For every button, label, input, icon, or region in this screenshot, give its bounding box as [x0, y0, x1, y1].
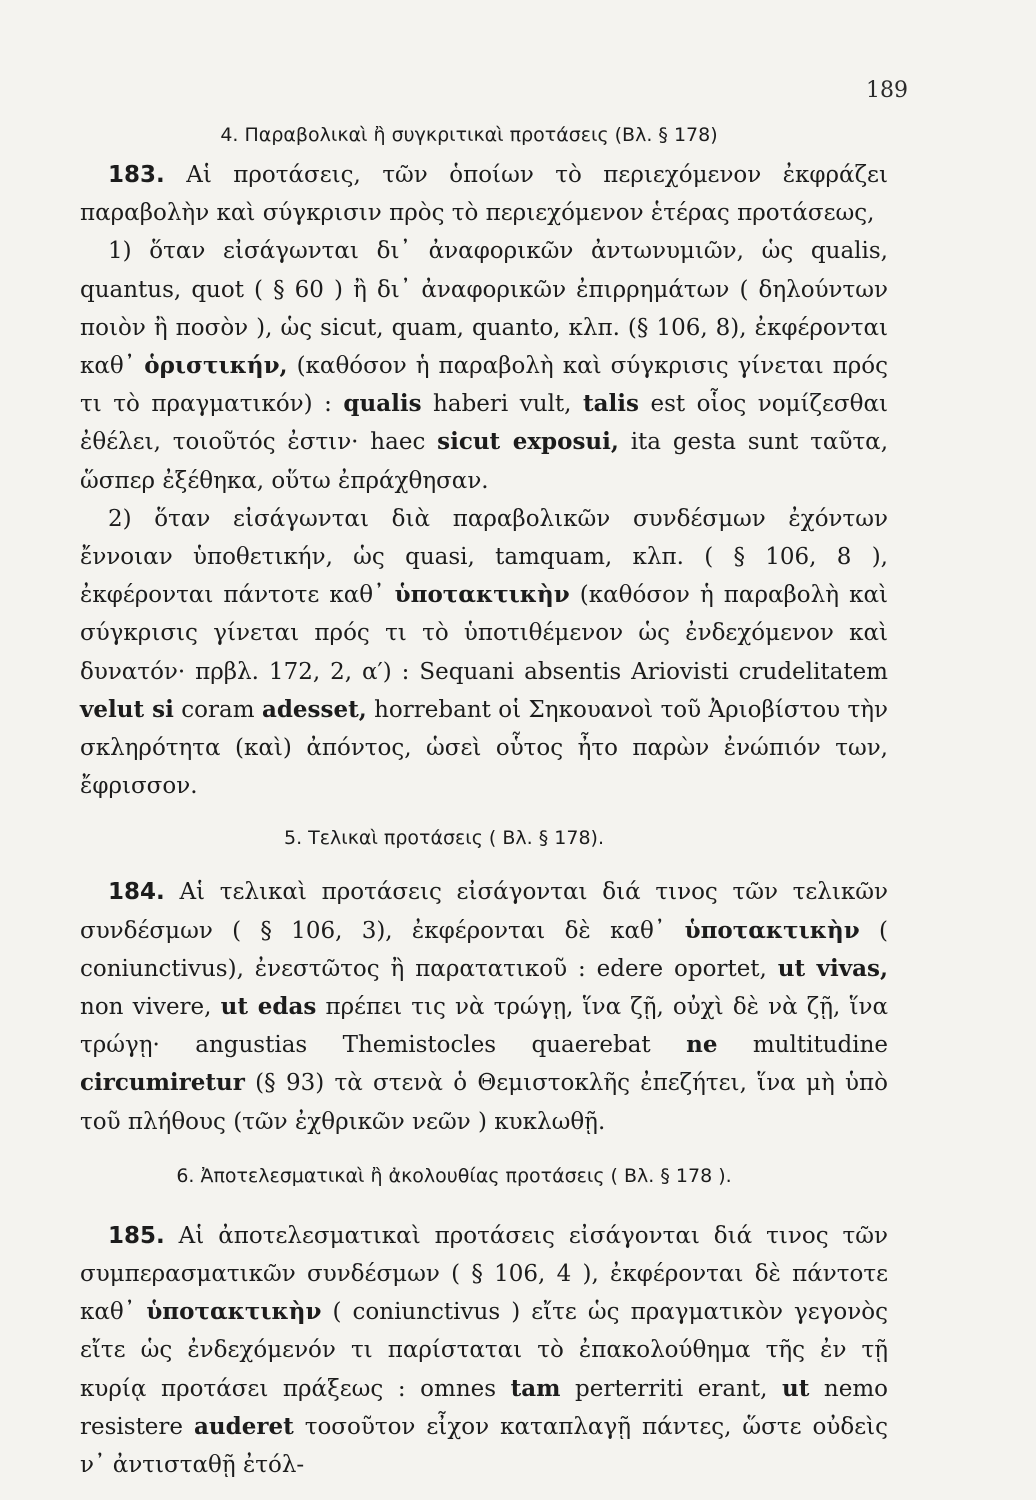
paragraph-183-case-1: [80, 232, 888, 499]
bold-term: velut si: [80, 695, 174, 723]
text-run: est οἷος νομίζεσθαι ἐθέλει, τοιοῦτός ἐστιν· haec: [80, 391, 888, 456]
text-run: πρέπει τις νὰ τρώγῃ, ἵνα ζῇ, οὐχὶ δὲ νὰ ζῇ, ἵνα τρώγῃ· angustias Themistocles quaerebat: [80, 994, 889, 1059]
text-run: (καθόσον ἡ παραβολὴ καὶ σύγκρισις γίνεται πρός τι τὸ πραγματικόν) :: [80, 353, 888, 418]
bold-term: ὑποτακτικὴν: [684, 916, 860, 944]
bold-term: ὑποτακτικὴν: [394, 581, 570, 609]
section-heading-5: 5. Τελικαὶ προτάσεις ( Βλ. § 178).: [284, 827, 604, 850]
text-run: multitudine: [717, 1032, 889, 1059]
text-run: Αἱ προτάσεις, τῶν ὁποίων τὸ περιεχόμενον ἐκφράζει παραβολὴν καὶ σύγκρισιν πρὸς τὸ περιεχόμενον ἑτέρας προτάσεως,: [80, 162, 888, 227]
paragraph-185: [80, 1217, 888, 1484]
bold-term: ut edas: [220, 993, 317, 1021]
bold-term: ne: [686, 1031, 718, 1059]
bold-term: ὁριστικήν,: [144, 352, 288, 380]
text-run: Αἱ ἀποτελεσματικαὶ προτάσεις εἰσάγονται διά τινος τῶν συμπερασματικῶν συνδέσμων ( § 106, 4 ), ἐκφέρονται δὲ πάντοτε καθ᾽: [80, 1222, 888, 1326]
text-run: ( coniunctivus ) εἴτε ὡς πραγματικὸν γεγονὸς εἴτε ὡς ἐνδεχόμενόν τι παρίσταται τὸ ἐπακολούθημα τῆς ἐν τῇ κυρίᾳ προτάσει πράξεως : omnes: [80, 1299, 888, 1402]
bold-term: auderet: [194, 1412, 294, 1440]
text-run: τοσοῦτον εἶχον καταπλαγῇ πάντες, ὥστε οὐδεὶς ν᾽ ἀντισταθῇ ἐτόλ-: [80, 1413, 889, 1479]
bold-term: tam: [510, 1374, 561, 1402]
text-run: coram: [173, 696, 262, 723]
paragraph-184: [80, 873, 888, 1140]
bold-term: adesset,: [261, 695, 367, 723]
paragraph-number: 184.: [108, 879, 165, 906]
bold-term: circumiretur: [80, 1069, 245, 1097]
text-run: ita gesta sunt ταῦτα, ὥσπερ ἐξέθηκα, οὕτω ἐπράχθησαν.: [80, 429, 889, 494]
text-run: 2) ὅταν εἰσάγωνται διὰ παραβολικῶν συνδέσμων ἐχόντων ἔννοιαν ὑποθετικήν, ὡς quasi, tamquam, κλπ. ( § 106, 8 ), ἐκφέρονται πάντοτε καθ᾽: [80, 505, 888, 609]
text-run: perterriti erant,: [560, 1375, 782, 1402]
page-number: 189: [866, 78, 908, 103]
bold-term: ὑποτακτικὴν: [146, 1298, 322, 1326]
bold-term: talis: [583, 390, 639, 418]
bold-term: qualis: [343, 390, 422, 418]
text-run: haberi vult,: [421, 391, 583, 418]
text-run: (καθόσον ἡ παραβολὴ καὶ σύγκρισις γίνεται πρός τι τὸ ὑποτιθέμενον ὡς ἐνδεχόμενον καὶ δυνατόν· πρβλ. 172, 2, α′) : Sequani absentis Ariovisti crudelitatem: [80, 582, 888, 685]
bold-term: exposui,: [500, 428, 619, 456]
paragraph-183-case-2: [80, 500, 888, 806]
text-run: nemo resistere: [80, 1375, 888, 1440]
section-heading-4: 4. Παραβολικαὶ ἢ συγκριτικαὶ προτάσεις (Βλ. § 178): [220, 124, 718, 146]
text-run: Αἱ τελικαὶ προτάσεις εἰσάγονται διά τινος τῶν τελικῶν συνδέσμων ( § 106, 3), ἐκφέρονται δὲ καθ᾽: [80, 879, 888, 944]
paragraph-183: [80, 156, 888, 232]
text-run: non vivere,: [80, 994, 221, 1021]
page-text: [80, 120, 888, 1484]
text-run: (§ 93) τὰ στενὰ ὁ Θεμιστοκλῆς ἐπεζήτει, ἵνα μὴ ὑπὸ τοῦ πλήθους (τῶν ἐχθρικῶν νεῶν ) κυκλωθῇ.: [80, 1070, 888, 1135]
paragraph-number: 183.: [108, 162, 165, 188]
text-run: 1) ὅταν εἰσάγωνται δι᾽ ἀναφορικῶν ἀντωνυμιῶν, ὡς qualis, quantus, quot ( § 60 ) ἢ δι᾽ ἀναφορικῶν ἐπιρρημάτων ( δηλούντων ποιὸν ἢ ποσὸν ), ὡς sicut, quam, quanto, κλπ. (§ 106, 8), ἐκφέρονται καθ᾽: [80, 238, 888, 380]
text-run: ( coniunctivus), ἐνεστῶτος ἢ παρατατικοῦ : edere oportet,: [80, 917, 888, 982]
bold-term: ut vivas,: [777, 954, 888, 982]
section-heading-6: 6. Ἀποτελεσματικαὶ ἢ ἀκολουθίας προτάσεις ( Βλ. § 178 ).: [176, 1164, 732, 1187]
bold-term: ut: [782, 1374, 810, 1402]
text-run: horrebant οἱ Σηκουανοὶ τοῦ Ἀριοβίστου τὴν σκληρότητα (καὶ) ἀπόντος, ὡσεὶ οὗτος ἦτο παρὼν ἐνώπιόν των, ἔφρισσον.: [80, 696, 888, 800]
bold-term: sicut: [437, 428, 501, 456]
paragraph-number: 185.: [108, 1222, 165, 1249]
